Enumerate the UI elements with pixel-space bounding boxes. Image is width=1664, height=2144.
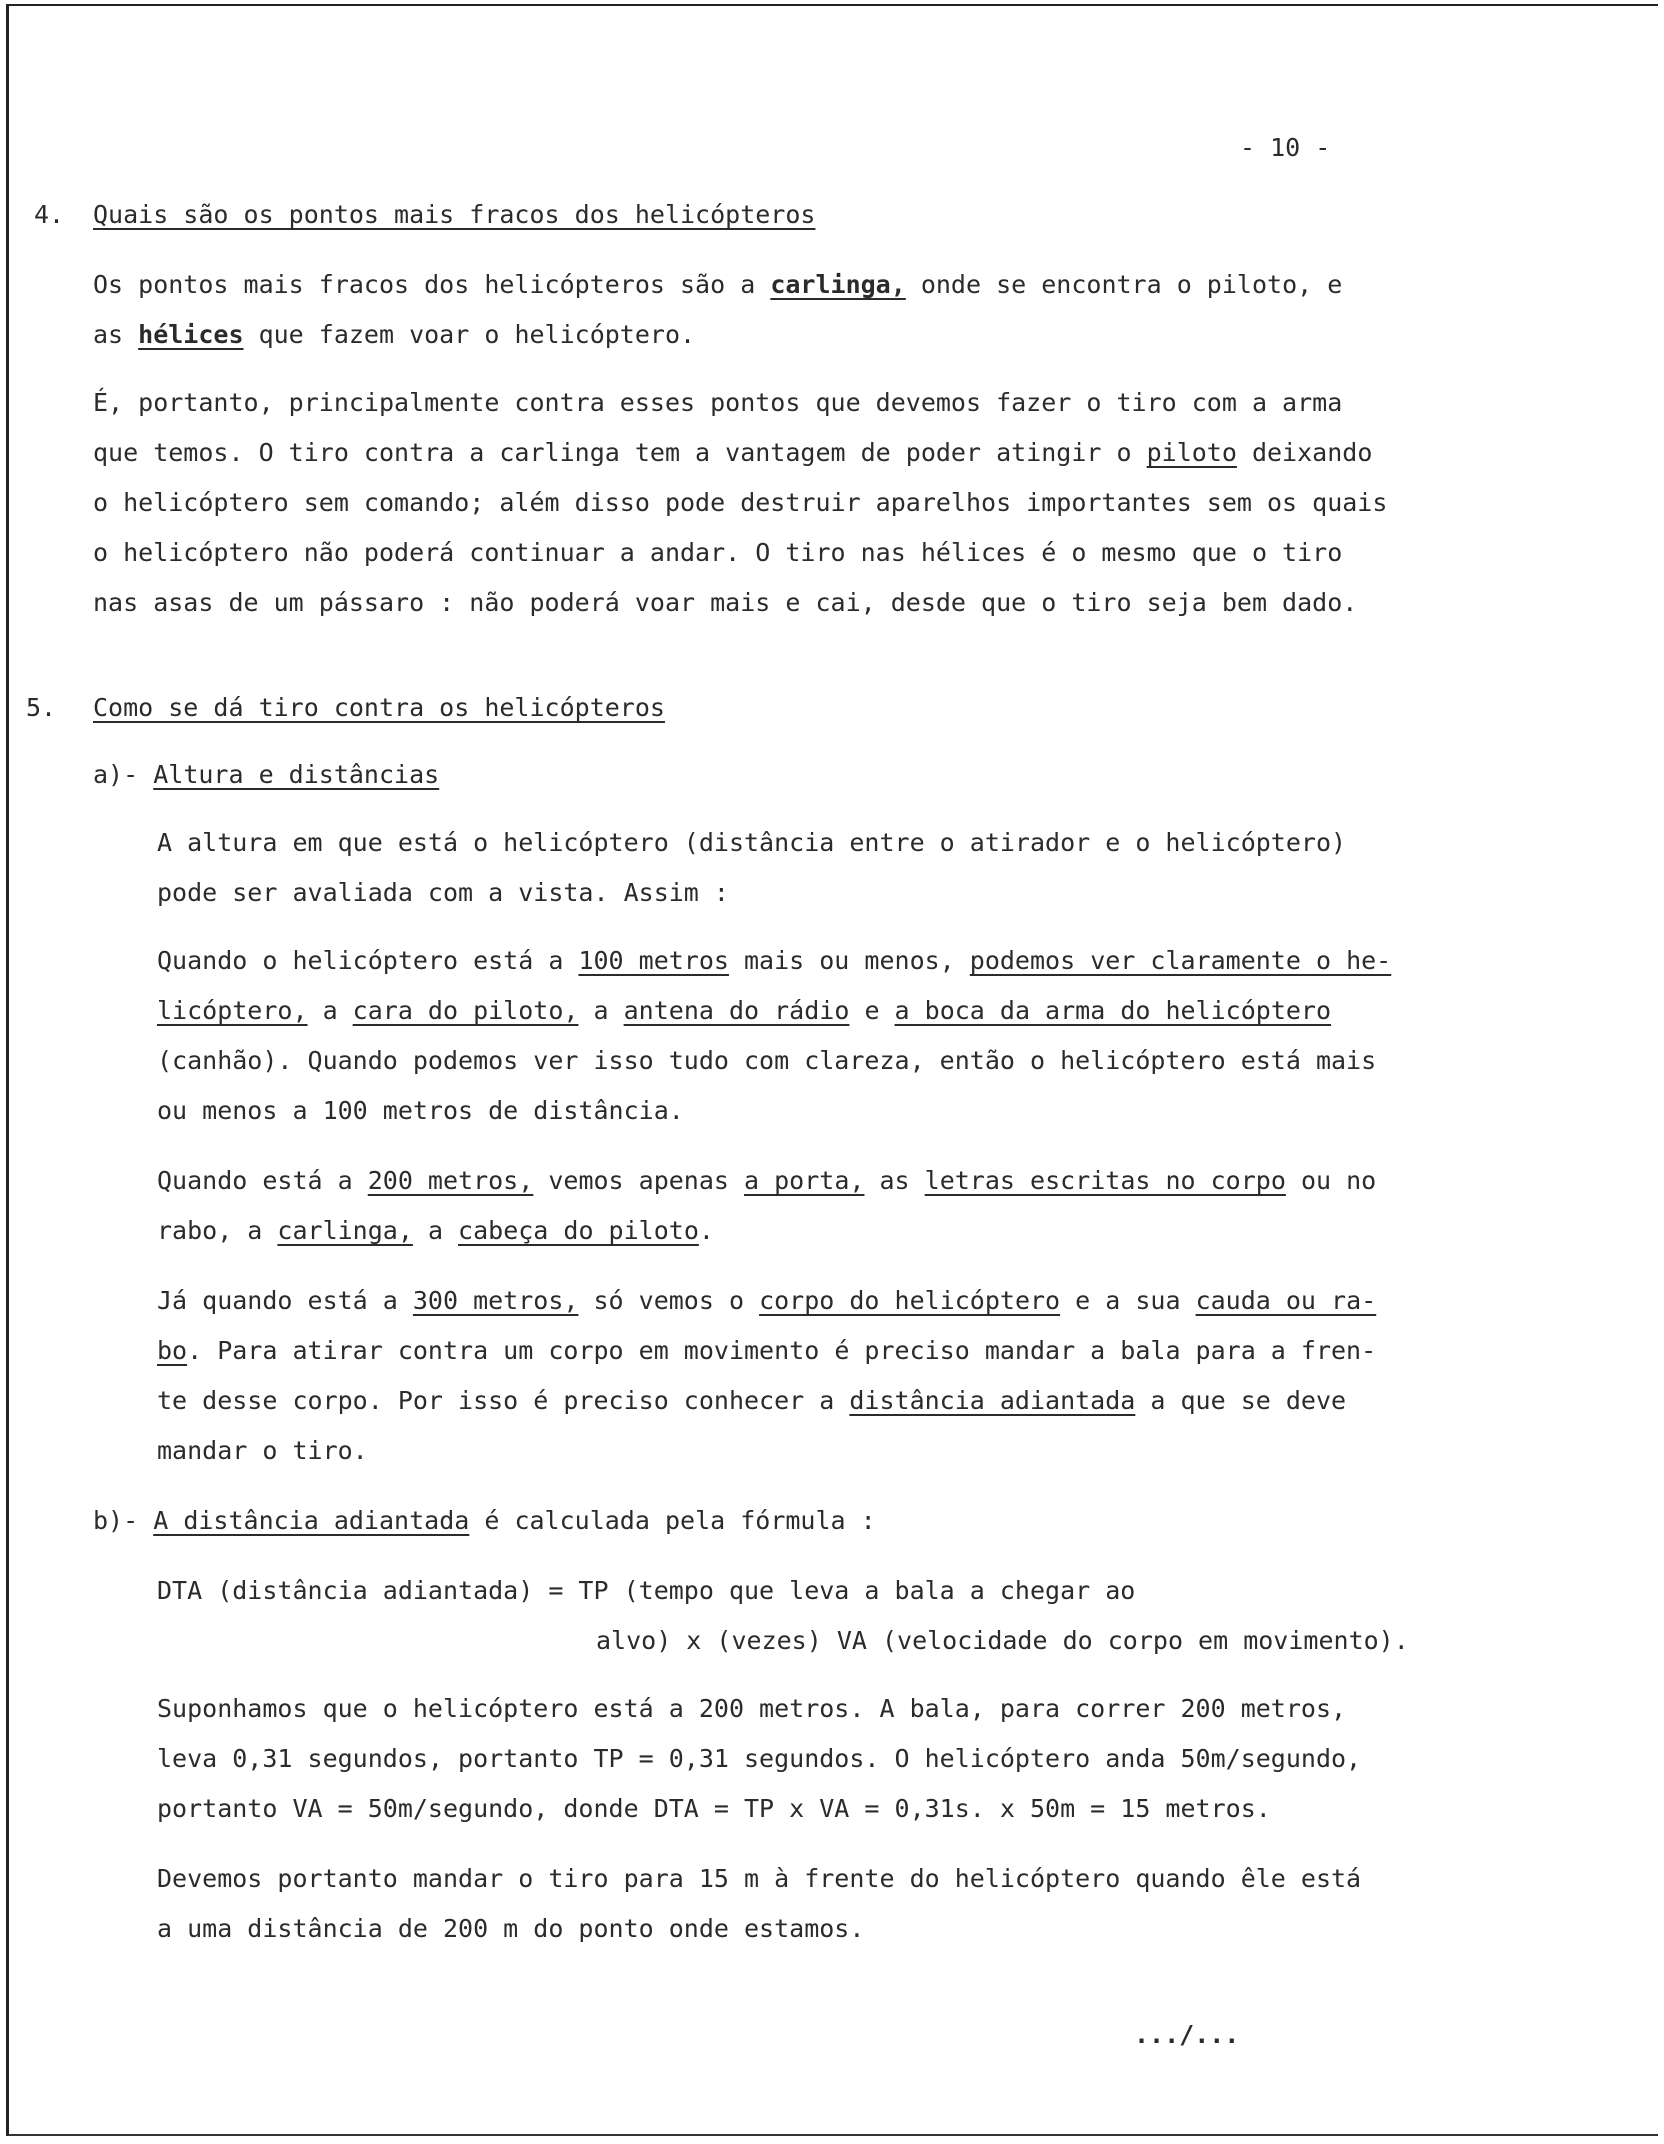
s5b-p2-line2: a uma distância de 200 m do ponto onde estamos. <box>157 1914 865 1943</box>
s4-p2-line2 <box>93 438 1372 467</box>
emphasis-porta: a porta, <box>744 1166 865 1195</box>
section-5-number: 5. <box>26 693 57 722</box>
s5a-p3-line2 <box>157 1216 714 1245</box>
section-5-heading: Como se dá tiro contra os helicópteros <box>93 693 665 722</box>
emphasis-helices: hélices <box>138 320 244 349</box>
continuation-marker: .../... <box>1134 2020 1240 2049</box>
text-run: que temos. O tiro contra a carlinga tem a vantagem de poder atingir o <box>93 438 1147 467</box>
emphasis-cabeca: cabeça do piloto <box>458 1216 699 1245</box>
text-run: que fazem voar o helicóptero. <box>243 320 696 349</box>
text-run: as <box>93 320 139 349</box>
emphasis-antena: antena do rádio <box>623 996 850 1025</box>
text-run: . Para atirar contra um corpo em movimento é preciso mandar a bala para a fren- <box>187 1336 1377 1365</box>
s5-a-heading <box>93 760 439 789</box>
emphasis-corpo: corpo do helicóptero <box>759 1286 1061 1315</box>
emphasis-300m: 300 metros, <box>412 1286 579 1315</box>
text-run: a <box>307 996 353 1025</box>
section-4-number: 4. <box>34 200 65 229</box>
text-run: Quando está a <box>157 1166 368 1195</box>
text-run: vemos apenas <box>533 1166 745 1195</box>
subsection-label: a)- <box>93 760 139 789</box>
s5a-p2-line4: ou menos a 100 metros de distância. <box>157 1096 684 1125</box>
s5a-p2-line3: (canhão). Quando podemos ver isso tudo com clareza, então o helicóptero está mais <box>157 1046 1377 1075</box>
s5a-p4-line3 <box>157 1386 1346 1415</box>
emphasis-100m: 100 metros <box>578 946 729 975</box>
formula-line1: DTA (distância adiantada) = TP (tempo que leva a bala a chegar ao <box>157 1576 1136 1605</box>
formula-line2: alvo) x (vezes) VA (velocidade do corpo em movimento). <box>596 1626 1409 1655</box>
emphasis-letras: letras escritas no corpo <box>924 1166 1286 1195</box>
s5a-p4-line2 <box>157 1336 1376 1365</box>
text-run: . <box>698 1216 714 1245</box>
s5b-p2-line1: Devemos portanto mandar o tiro para 15 m à frente do helicóptero quando êle está <box>157 1864 1362 1893</box>
text-run: a que se deve <box>1135 1386 1347 1415</box>
emphasis-boca-arma: a boca da arma do helicóptero <box>894 996 1332 1025</box>
emphasis-200m: 200 metros, <box>367 1166 534 1195</box>
emphasis-cara-piloto: cara do piloto, <box>352 996 579 1025</box>
s5b-p1-line2: leva 0,31 segundos, portanto TP = 0,31 segundos. O helicóptero anda 50m/segundo, <box>157 1744 1362 1773</box>
s5b-p1-line3: portanto VA = 50m/segundo, donde DTA = TP x VA = 0,31s. x 50m = 15 metros. <box>157 1794 1271 1823</box>
text-run: Já quando está a <box>157 1286 413 1315</box>
s4-p1-line2 <box>93 320 695 349</box>
s4-p1-line1 <box>93 270 1342 299</box>
emphasis-piloto: piloto <box>1146 438 1237 467</box>
text-run: as <box>864 1166 925 1195</box>
emphasis-helicoptero: licóptero, <box>157 996 308 1025</box>
text-run: deixando <box>1236 438 1373 467</box>
emphasis-distancia-adiantada: distância adiantada <box>849 1386 1136 1415</box>
s4-p2-line4: o helicóptero não poderá continuar a andar. O tiro nas hélices é o mesmo que o tiro <box>93 538 1343 567</box>
text-run: te desse corpo. Por isso é preciso conhecer a <box>157 1386 850 1415</box>
s5-b-heading <box>93 1506 876 1535</box>
emphasis-cauda: cauda ou ra- <box>1195 1286 1377 1315</box>
text-run: Quando o helicóptero está a <box>157 946 579 975</box>
s4-p2-line3: o helicóptero sem comando; além disso pode destruir aparelhos importantes sem os quais <box>93 488 1388 517</box>
subsection-title: A distância adiantada <box>153 1506 470 1535</box>
emphasis-carlinga: carlinga, <box>770 270 906 299</box>
subsection-title: Altura e distâncias <box>153 760 440 789</box>
text-run: só vemos o <box>578 1286 760 1315</box>
text-run: Os pontos mais fracos dos helicópteros são a <box>93 270 771 299</box>
emphasis-ver-claramente: podemos ver claramente o he- <box>969 946 1392 975</box>
section-4-heading: Quais são os pontos mais fracos dos helicópteros <box>93 200 816 229</box>
text-run: e <box>849 996 895 1025</box>
s5a-p3-line1 <box>157 1166 1376 1195</box>
emphasis-carlinga: carlinga, <box>277 1216 413 1245</box>
text-run: onde se encontra o piloto, e <box>905 270 1343 299</box>
s4-p2-line1: É, portanto, principalmente contra esses pontos que devemos fazer o tiro com a arma <box>93 388 1343 417</box>
subsection-label: b)- <box>93 1506 139 1535</box>
s5a-p4-line1 <box>157 1286 1376 1315</box>
s5a-p2-line1 <box>157 946 1391 975</box>
text-run: a <box>412 1216 459 1245</box>
s4-p2-line5: nas asas de um pássaro : não poderá voar mais e cai, desde que o tiro seja bem dado. <box>93 588 1358 617</box>
text-run: é calculada pela fórmula : <box>469 1506 876 1535</box>
emphasis-bo: bo <box>157 1336 188 1365</box>
s5b-p1-line1: Suponhamos que o helicóptero está a 200 metros. A bala, para correr 200 metros, <box>157 1694 1347 1723</box>
s5a-p1-line1: A altura em que está o helicóptero (distância entre o atirador e o helicóptero) <box>157 828 1347 857</box>
text-run: rabo, a <box>157 1216 278 1245</box>
s5a-p1-line2: pode ser avaliada com a vista. Assim : <box>157 878 729 907</box>
text-run: e a sua <box>1060 1286 1196 1315</box>
text-run: mais ou menos, <box>728 946 970 975</box>
text-run: a <box>578 996 624 1025</box>
text-run: ou no <box>1285 1166 1377 1195</box>
page-number: - 10 - <box>1240 133 1331 162</box>
s5a-p4-line4: mandar o tiro. <box>157 1436 368 1465</box>
s5a-p2-line2 <box>157 996 1331 1025</box>
